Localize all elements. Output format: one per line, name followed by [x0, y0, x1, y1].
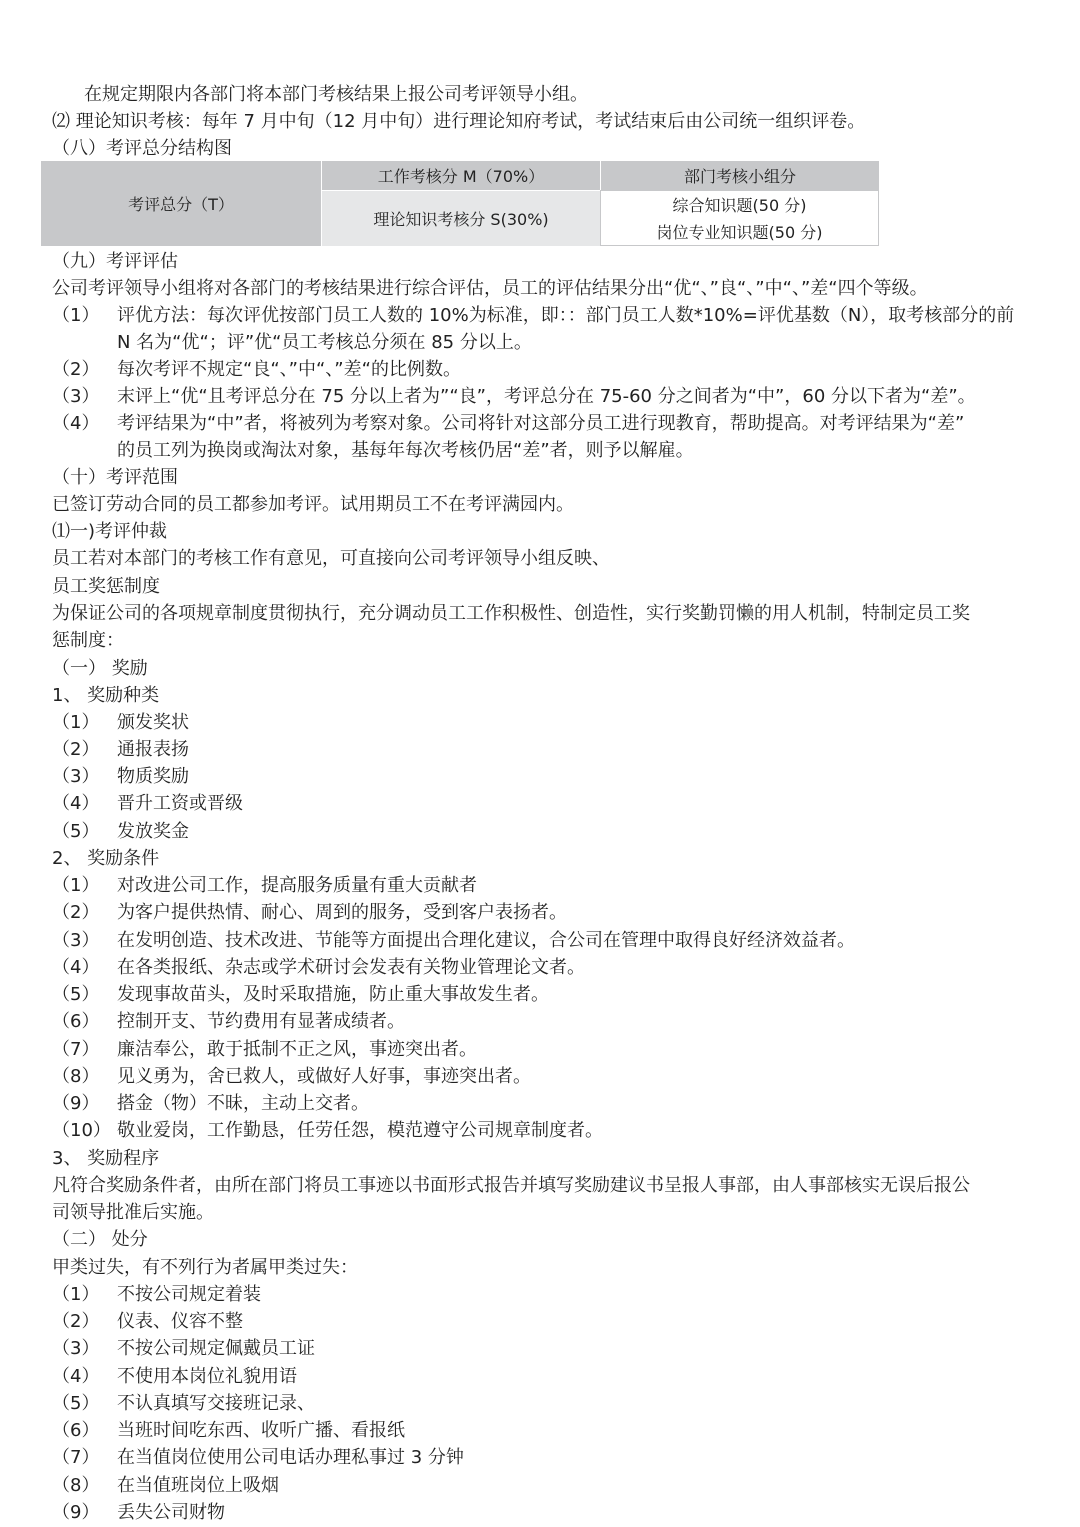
item-number: （3） [52, 386, 100, 407]
section-10-text: 已签订劳动合同的员工都参加考评。试用期员工不在考评满园内。 [52, 494, 574, 515]
item-number: （3） [52, 766, 100, 787]
item-text: 发现事故苗头，及时采取措施，防止重大事故发生者。 [117, 984, 549, 1005]
item-text: 不按公司规定着装 [117, 1284, 261, 1305]
section-11-heading: ⑴一)考评仲裁 [52, 521, 168, 542]
table-cell-post-knowledge: 岗位专业知识题(50 分) [600, 217, 879, 246]
reward-procedure-line-2: 司领导批准后实施。 [52, 1202, 214, 1223]
item-text: 敬业爱岗，工作勤恳，任劳任怨，模范遵守公司规章制度者。 [117, 1120, 603, 1141]
part-2-heading: （二） 处分 [52, 1229, 148, 1250]
item-text: 发放奖金 [117, 821, 189, 842]
item-text: 在发明创造、技术改进、节能等方面提出合理化建议，合公司在管理中取得良好经济效益者。 [117, 930, 855, 951]
part-1-heading: （一） 奖励 [52, 658, 148, 679]
section-11-text: 员工若对本部门的考核工作有意见，可直接向公司考评领导小组反映、 [52, 548, 610, 569]
item-number: （2） [52, 902, 100, 923]
item-text: 末评上“优“且考评总分在 75 分以上者为”“良”，考评总分在 75-60 分之间者为“中”，60 分以下者为“差”。 [117, 386, 976, 407]
table-cell-total-score: 考评总分（T） [41, 161, 321, 246]
item-number: （2） [52, 1311, 100, 1332]
item-text: 通报表扬 [117, 739, 189, 760]
score-structure-table [41, 161, 879, 246]
item-number: （1） [52, 305, 100, 326]
item-text: 对改进公司工作，提高服务质量有重大贡献者 [117, 875, 477, 896]
item-text: 不使用本岗位礼貌用语 [117, 1366, 297, 1387]
item-number: （4） [52, 793, 100, 814]
item-text: 在当值岗位使用公司电话办理私事过 3 分钟 [117, 1447, 464, 1468]
item-number: （6） [52, 1420, 100, 1441]
item-text: 评优方法：每次评优按部门员工人数的 10%为标准，即：：部门员工人数*10%=评优基数（N），取考核部分的前 [117, 305, 1015, 326]
item-number: （1） [52, 875, 100, 896]
item-number: （3） [52, 1338, 100, 1359]
section-9-heading: （九）考评评估 [52, 251, 178, 272]
rewards-intro-line-2: 惩制度： [52, 630, 124, 651]
item-number: （4） [52, 957, 100, 978]
item-number: （8） [52, 1475, 100, 1496]
item-text-continued: N 名为“优“；评”优“员工考核总分须在 85 分以上。 [117, 332, 532, 353]
item-number: （3） [52, 930, 100, 951]
item-text: 在当值班岗位上吸烟 [117, 1475, 279, 1496]
item-number: （1） [52, 712, 100, 733]
item-text: 仪表、仪容不整 [117, 1311, 243, 1332]
class-a-heading: 甲类过失，有不列行为者属甲类过失： [52, 1257, 358, 1278]
table-cell-comprehensive: 综合知识题(50 分) [600, 190, 879, 218]
item-text: 控制开支、节约费用有显著成绩者。 [117, 1011, 405, 1032]
rewards-title: 员工奖惩制度 [52, 576, 160, 597]
item-number: （6） [52, 1011, 100, 1032]
item-text: 在各类报纸、杂志或学术研讨会发表有关物业管理论文者。 [117, 957, 585, 978]
intro-line-1: 在规定期限内各部门将本部门考核结果上报公司考评领导小组。 [84, 84, 588, 105]
table-cell-work-score: 工作考核分 M（70%） [321, 161, 600, 190]
item-number: （2） [52, 739, 100, 760]
item-number: （9） [52, 1093, 100, 1114]
item-number: （5） [52, 821, 100, 842]
item-text: 见义勇为，舍已救人，或做好人好事，事迹突出者。 [117, 1066, 531, 1087]
item-text: 丢失公司财物 [117, 1502, 225, 1523]
item-text: 当班时间吃东西、收听广播、看报纸 [117, 1420, 405, 1441]
rewards-intro-line-1: 为保证公司的各项规章制度贯彻执行，充分调动员工工作积极性、创造性，实行奖勤罚懒的用人机制，特制定员工奖 [52, 603, 970, 624]
reward-procedure-line-1: 凡符合奖励条件者，由所在部门将员工事迹以书面形式报告并填写奖励建议书呈报人事部，由人事部核实无误后报公 [52, 1175, 970, 1196]
reward-procedure-heading: 3、 奖励程序 [52, 1148, 160, 1169]
item-number: （5） [52, 984, 100, 1005]
item-text: 搭金（物）不昧，主动上交者。 [117, 1093, 369, 1114]
item-number: （7） [52, 1039, 100, 1060]
reward-conditions-heading: 2、 奖励条件 [52, 848, 160, 869]
item-number: （4） [52, 1366, 100, 1387]
item-number: （4） [52, 413, 100, 434]
item-text: 考评结果为“中”者，将被列为考察对象。公司将针对这部分员工进行现教育，帮助提高。对考评结果为“差” [117, 413, 965, 434]
reward-types-heading: 1、 奖励种类 [52, 685, 160, 706]
item-number: （5） [52, 1393, 100, 1414]
section-9-intro: 公司考评领导小组将对各部门的考核结果进行综合评估，员工的评估结果分出“优“、”良“、”中“、”差“四个等级。 [52, 278, 928, 299]
item-text: 每次考评不规定“良“、”中“、”差“的比例数。 [117, 359, 461, 380]
intro-line-2: ⑵ 理论知识考核：每年 7 月中旬（12 月中旬）进行理论知府考试，考试结束后由公司统一组织评卷。 [52, 111, 866, 132]
table-cell-theory-score: 理论知识考核分 S(30%) [321, 190, 600, 246]
table-cell-dept-score: 部门考核小组分 [600, 161, 879, 190]
item-number: （1） [52, 1284, 100, 1305]
item-text: 廉洁奉公，敢于抵制不正之风，事迹突出者。 [117, 1039, 477, 1060]
item-number: （7） [52, 1447, 100, 1468]
item-number: （8） [52, 1066, 100, 1087]
item-text: 不认真填写交接班记录、 [117, 1393, 315, 1414]
item-text: 不按公司规定佩戴员工证 [117, 1338, 315, 1359]
item-text-continued: 的员工列为换岗或淘汰对象，基每年每次考核仍居“差”者，则予以解雇。 [117, 440, 694, 461]
item-text: 颁发奖状 [117, 712, 189, 733]
item-number: （9） [52, 1502, 100, 1523]
item-text: 物质奖励 [117, 766, 189, 787]
section-8-heading: （八）考评总分结构图 [52, 138, 232, 159]
section-10-heading: （十）考评范围 [52, 467, 178, 488]
item-number: （10） [52, 1120, 111, 1141]
item-text: 为客户提供热情、耐心、周到的服务，受到客户表扬者。 [117, 902, 567, 923]
item-text: 晋升工资或晋级 [117, 793, 243, 814]
item-number: （2） [52, 359, 100, 380]
